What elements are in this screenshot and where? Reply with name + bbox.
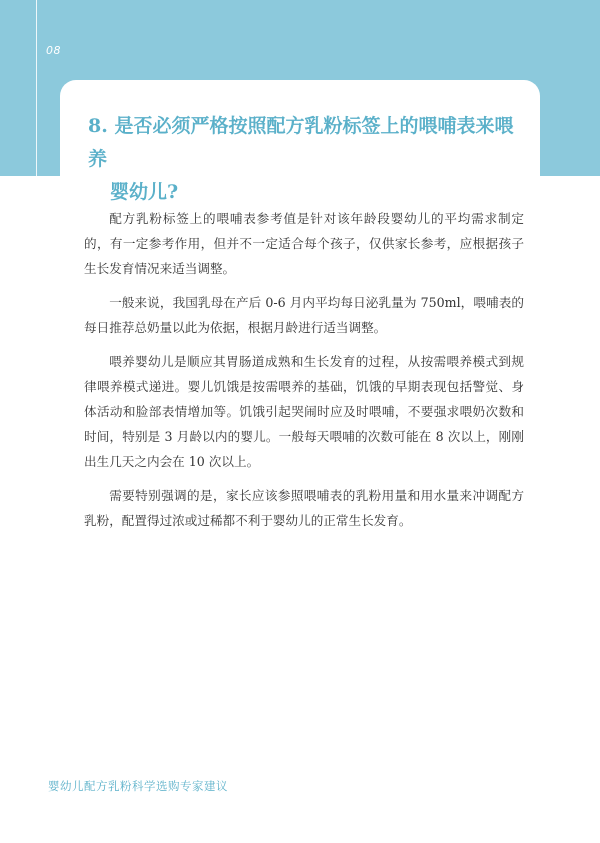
paragraph-2: 一般来说，我国乳母在产后 0-6 月内平均每日泌乳量为 750ml，喂哺表的每日推荐总奶量以此为依据，根据月龄进行适当调整。 <box>84 295 524 335</box>
page-number: 08 <box>46 44 61 57</box>
section-title <box>88 110 528 209</box>
footer-title: 婴幼儿配方乳粉科学选购专家建议 <box>48 779 228 793</box>
paragraph-4: 需要特别强调的是，家长应该参照喂哺表的乳粉用量和用水量来冲调配方乳粉，配置得过浓或过稀都不利于婴幼儿的正常生长发育。 <box>84 488 524 528</box>
body-text <box>84 206 524 542</box>
paragraph-1: 配方乳粉标签上的喂哺表参考值是针对该年龄段婴幼儿的平均需求制定的，有一定参考作用，但并不一定适合每个孩子，仅供家长参考，应根据孩子生长发育情况来适当调整。 <box>84 211 524 276</box>
header-vertical-rule <box>36 0 37 176</box>
paragraph-3: 喂养婴幼儿是顺应其胃肠道成熟和生长发育的过程，从按需喂养模式到规律喂养模式递进。婴儿饥饿是按需喂养的基础，饥饿的早期表现包括警觉、身体活动和脸部表情增加等。饥饿引起哭闹时应及时喂哺，不要强求喂奶次数和时间，特别是 3 月龄以内的婴儿。一般每天喂哺的次数可能在 8 次以上，刚刚出生几天之内会在 10 次以上。 <box>84 354 524 469</box>
section-title-line-1: 8. 是否必须严格按照配方乳粉标签上的喂哺表来喂养 <box>88 115 514 170</box>
section-title-line-2: 婴幼儿? <box>110 181 179 203</box>
